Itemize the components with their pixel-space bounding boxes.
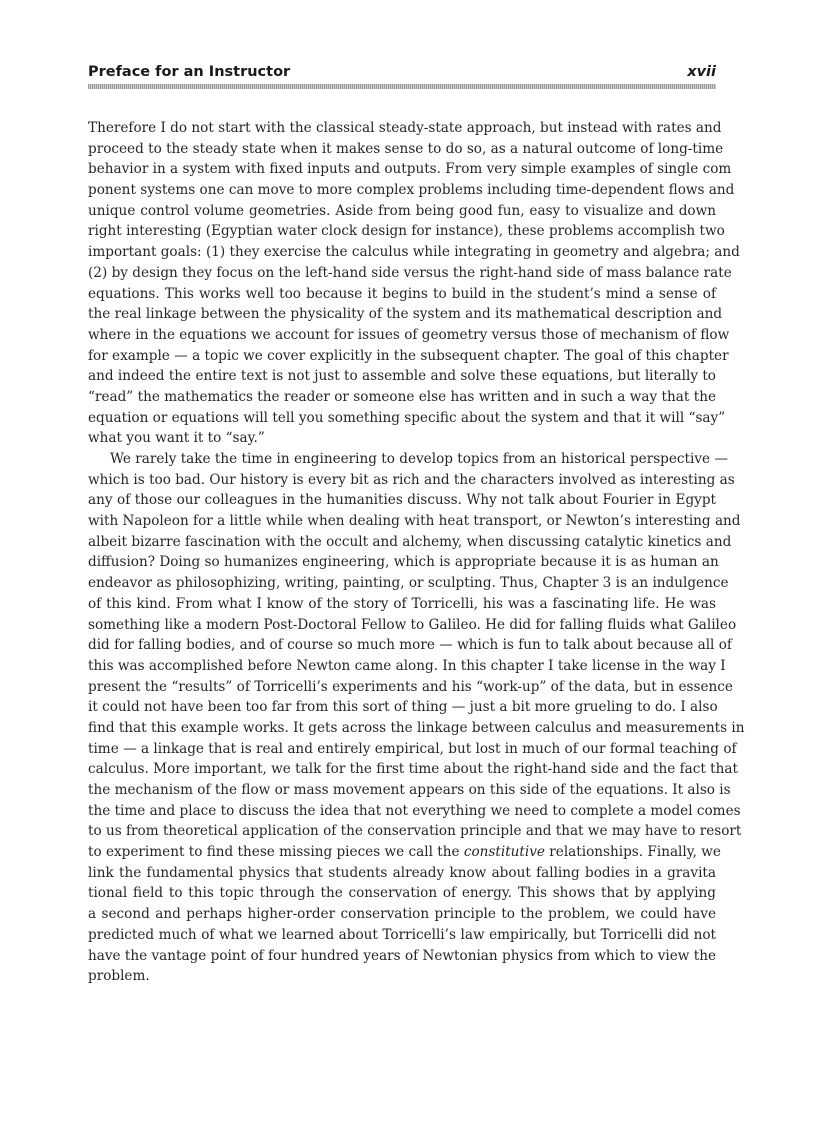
text-line: any of those our colleagues in the humanities discuss. Why not talk about Fourier in Egypt xyxy=(88,492,716,509)
text-line: time — a linkage that is real and entirely empirical, but lost in much of our formal teaching of xyxy=(88,740,737,757)
text-line: and indeed the entire text is not just to assemble and solve these equations, but literally to xyxy=(88,368,716,385)
text-line: for example — a topic we cover explicitly in the subsequent chapter. The goal of this chapter xyxy=(88,347,729,364)
text-line: did for falling bodies, and of course so much more — which is fun to talk about because all of xyxy=(88,637,732,654)
text-line: calculus. More important, we talk for the first time about the right-hand side and the fact that xyxy=(88,761,738,778)
emphasized-term: constitutive xyxy=(463,844,545,861)
text-line: behavior in a system with fixed inputs and outputs. From very simple examples of single com xyxy=(88,161,732,178)
text-line: with Napoleon for a little while when dealing with heat transport, or Newton’s interesting and xyxy=(88,513,741,530)
text-line: to us from theoretical application of the conservation principle and that we may have to resort xyxy=(88,823,742,840)
text-line: present the “results” of Torricelli’s experiments and his “work-up” of the data, but in essence xyxy=(88,678,733,695)
text-line: important goals: (1) they exercise the calculus while integrating in geometry and algebra; and xyxy=(88,244,740,261)
text-line: something like a modern Post-Doctoral Fellow to Galileo. He did for falling fluids what Galileo xyxy=(88,616,737,633)
text-run: relationships. Finally, we xyxy=(544,844,721,861)
running-head xyxy=(88,64,716,86)
text-line: “read” the mathematics the reader or someone else has written and in such a way that the xyxy=(88,388,716,405)
text-line: the real linkage between the physicality of the system and its mathematical description and xyxy=(88,306,723,323)
text-line: what you want it to “say.” xyxy=(88,430,265,447)
text-line: the time and place to discuss the idea that not everything we need to complete a model comes xyxy=(88,802,741,819)
text-line: this was accomplished before Newton came along. In this chapter I take license in the way I xyxy=(88,657,726,674)
text-line: equations. This works well too because it begins to build in the student’s mind a sense of xyxy=(88,285,716,302)
paragraph-2 xyxy=(88,449,745,987)
text-line: albeit bizarre fascination with the occult and alchemy, when discussing catalytic kinetics and xyxy=(88,533,732,550)
text-line: We rarely take the time in engineering to develop topics from an historical perspective — xyxy=(110,451,728,467)
text-line: (2) by design they focus on the left-hand side versus the right-hand side of mass balance rate xyxy=(88,264,732,281)
text-line: problem. xyxy=(88,968,150,985)
text-line-with-emphasis xyxy=(88,842,721,863)
paragraph-1 xyxy=(88,118,740,449)
header-rule xyxy=(88,84,716,89)
text-line: unique control volume geometries. Aside from being good fun, easy to visualize and down xyxy=(88,202,716,219)
text-line: which is too bad. Our history is every bit as rich and the characters involved as interesting as xyxy=(88,471,735,488)
running-head-title: Preface for an Instructor xyxy=(88,64,291,80)
text-line: find that this example works. It gets across the linkage between calculus and measurements in xyxy=(88,719,745,736)
text-line: proceed to the steady state when it makes sense to do so, as a natural outcome of long-time xyxy=(88,140,724,157)
text-line: right interesting (Egyptian water clock design for instance), these problems accomplish two xyxy=(88,223,725,240)
text-line: it could not have been too far from this sort of thing — just a bit more grueling to do. I also xyxy=(88,699,718,716)
text-line: predicted much of what we learned about Torricelli’s law empirically, but Torricelli did not xyxy=(88,926,716,943)
text-line: a second and perhaps higher-order conservation principle to the problem, we could have xyxy=(88,906,716,923)
text-line: where in the equations we account for issues of geometry versus those of mechanism of flow xyxy=(88,326,730,343)
body-text xyxy=(88,118,745,987)
text-line: endeavor as philosophizing, writing, painting, or sculpting. Thus, Chapter 3 is an indulgence xyxy=(88,575,729,592)
text-line: diffusion? Doing so humanizes engineering, which is appropriate because it is as human an xyxy=(88,554,719,571)
text-run: to experiment to find these missing pieces we call the xyxy=(88,844,464,861)
text-line: Therefore I do not start with the classical steady-state approach, but instead with rates and xyxy=(88,120,722,136)
text-line: tional field to this topic through the conservation of energy. This shows that by applying xyxy=(88,885,716,902)
text-line: ponent systems one can move to more complex problems including time-dependent flows and xyxy=(88,182,735,199)
text-line: the mechanism of the flow or mass movement appears on this side of the equations. It also is xyxy=(88,782,731,798)
text-line: have the vantage point of four hundred years of Newtonian physics from which to view the xyxy=(88,947,716,964)
text-line: link the fundamental physics that students already know about falling bodies in a gravita xyxy=(88,864,716,881)
text-line: of this kind. From what I know of the story of Torricelli, his was a fascinating life. He was xyxy=(88,595,716,612)
text-line: equation or equations will tell you something specific about the system and that it will “say” xyxy=(88,409,726,426)
page-number: xvii xyxy=(687,64,716,80)
